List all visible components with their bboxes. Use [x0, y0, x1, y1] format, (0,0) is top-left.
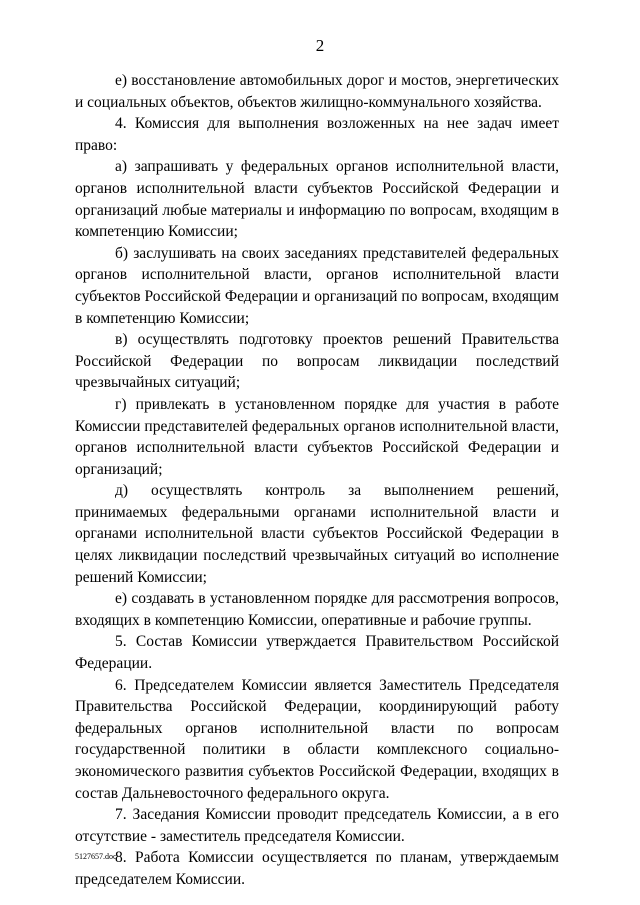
footer-file-name: 5127657.doc — [75, 852, 117, 861]
page-number: 2 — [315, 36, 325, 55]
paragraph-4d-control: д) осуществлять контроль за выполнением решений, принимаемых федеральными органами исполнительной власти и органами исполнительной власти субъектов Российской Федерации в целях ликвидации последствий чрезвычайных ситуаций во исполнение решений Комиссии; — [75, 482, 559, 586]
paragraph-4g-involve: г) привлекать в установленном порядке для участия в работе Комиссии представителей федеральных органов исполнительной власти, органов исполнительной власти субъектов Российской Федерации и организаций; — [75, 395, 559, 478]
paragraph-8-work-plans: 8. Работа Комиссии осуществляется по планам, утверждаемым председателем Комиссии. — [75, 849, 559, 888]
paragraph-6-chairman: 6. Председателем Комиссии является Заместитель Председателя Правительства Российской Федерации, координирующий работу федеральных органов исполнительной власти по вопросам государственной политики в области комплексного социально-экономического развития субъектов Российской Федерации, входящих в состав Дальневосточного федерального округа. — [75, 676, 559, 802]
paragraph-4a-request: а) запрашивать у федеральных органов исполнительной власти, органов исполнительной власти субъектов Российской Федерации и организаций любые материалы и информацию по вопросам, входящим в компетенцию Комиссии; — [75, 158, 559, 241]
paragraph-7-meetings: 7. Заседания Комиссии проводит председатель Комиссии, а в его отсутствие - заместитель председателя Комиссии. — [75, 806, 559, 845]
document-body — [75, 70, 559, 891]
paragraph-4e-create-groups: е) создавать в установленном порядке для рассмотрения вопросов, входящих в компетенцию Комиссии, оперативные и рабочие группы. — [75, 590, 559, 629]
paragraph-e-restoration: е) восстановление автомобильных дорог и мостов, энергетических и социальных объектов, объектов жилищно-коммунального хозяйства. — [75, 72, 559, 111]
paragraph-4v-prepare: в) осуществлять подготовку проектов решений Правительства Российской Федерации по вопросам ликвидации последствий чрезвычайных ситуаций; — [75, 331, 559, 392]
paragraph-5-composition: 5. Состав Комиссии утверждается Правительством Российской Федерации. — [75, 633, 559, 673]
paragraph-4b-hear: б) заслушивать на своих заседаниях представителей федеральных органов исполнительной власти, органов исполнительной власти субъектов Российской Федерации и организаций по вопросам, входящим в компетенцию Комиссии; — [75, 244, 559, 327]
paragraph-4-rights: 4. Комиссия для выполнения возложенных на нее задач имеет право: — [75, 115, 559, 154]
